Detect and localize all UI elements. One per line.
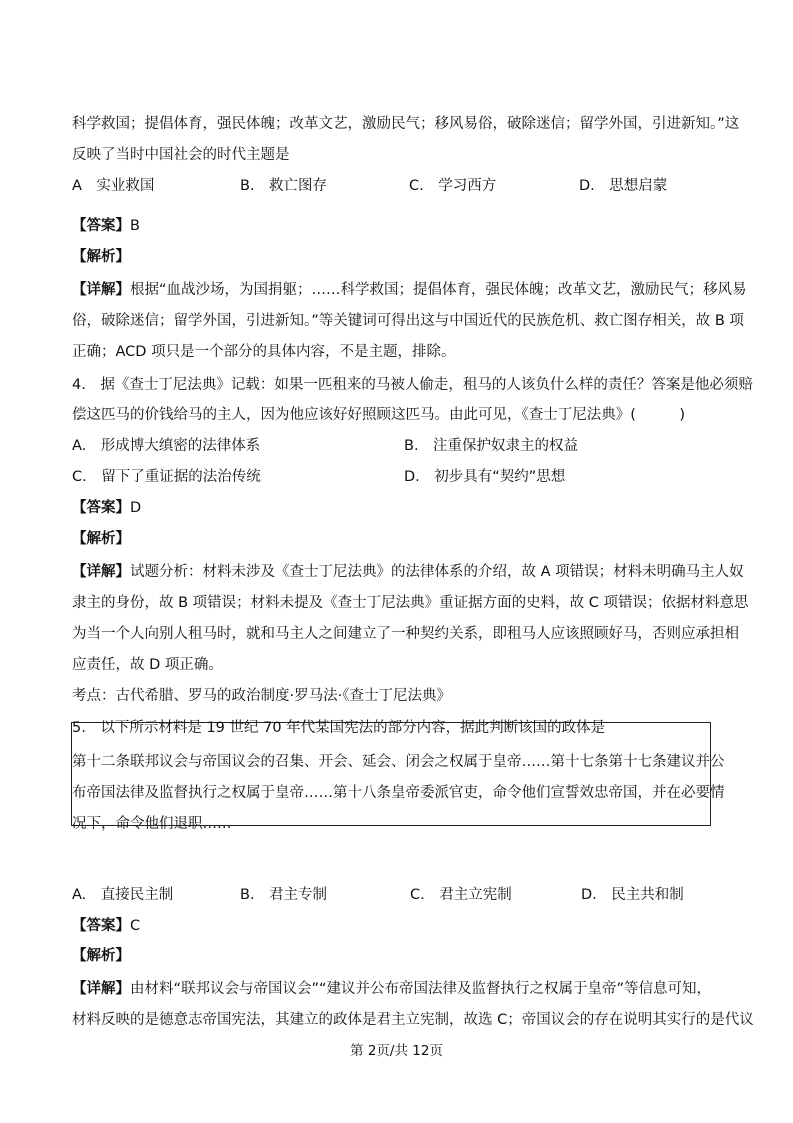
detail-tag: 【详解】: [72, 564, 130, 580]
detail-text: 由材料“联邦议会与帝国议会”“建议并公布帝国法律及监督执行之权属于皇帝”等信息可知，: [130, 981, 712, 997]
q4-option-b: B. 注重保护奴隶主的权益: [404, 438, 579, 454]
q5-option-b: B. 君主专制: [240, 887, 328, 903]
q5-material-line-3: 况下，命令他们退职……: [72, 816, 232, 832]
q3-analysis-tag: 【解析】: [72, 249, 130, 265]
q5-material-line-2: 布帝国法律及监督执行之权属于皇帝……第十八条皇帝委派官吏，命令他们宣誓效忠帝国，并在必要情: [72, 785, 725, 801]
page-footer: 第 2页/共 12页: [350, 1043, 443, 1059]
q3-detail-line-3: 正确；ACD 项只是一个部分的具体内容，不是主题，排除。: [72, 344, 456, 360]
q4-option-c: C. 留下了重证据的法治传统: [72, 469, 261, 485]
q5-stem: 5. 以下所示材料是 19 世纪 70 年代某国宪法的部分内容，据此判断该国的政体是: [72, 720, 606, 736]
q3-detail-line-1: [72, 280, 747, 300]
q4-option-a: A. 形成博大缜密的法律体系: [72, 438, 261, 454]
answer-value: D: [130, 500, 142, 516]
answer-tag: 【答案】: [72, 218, 130, 234]
q5-answer: [72, 916, 140, 936]
q3-option-c: C. 学习西方: [409, 178, 497, 194]
q4-kaodian: 考点：古代希腊、罗马的政治制度·罗马法·《查士丁尼法典》: [72, 688, 451, 704]
q4-stem-line-2: 偿这匹马的价钱给马的主人，因为他应该好好照顾这匹马。由此可见，《查士丁尼法典》( ): [72, 407, 686, 423]
q4-detail-line-1: [72, 562, 744, 582]
answer-tag: 【答案】: [72, 918, 130, 934]
q3-option-b: B. 救亡图存: [240, 178, 328, 194]
detail-text: 根据“血战沙场，为国捐躯；……科学救国；提倡体育，强民体魄；改革文艺，激励民气；移风易: [130, 282, 747, 298]
q5-option-a: A. 直接民主制: [72, 887, 174, 903]
q4-detail-line-2: 隶主的身份，故 B 项错误；材料未提及《查士丁尼法典》重证据方面的史料，故 C 项错误；依据材料意思: [72, 595, 749, 611]
q3-detail-line-2: 俗，破除迷信；留学外国，引进新知。”等关键词可得出这与中国近代的民族危机、救亡图存相关，故 B 项: [72, 313, 744, 329]
q4-analysis-tag: 【解析】: [72, 531, 130, 547]
detail-text: 试题分析：材料未涉及《查士丁尼法典》的法律体系的介绍，故 A 项错误；材料未明确马主人奴: [130, 564, 744, 580]
answer-tag: 【答案】: [72, 500, 130, 516]
q4-detail-line-3: 为当一个人向别人租马时，就和马主人之间建立了一种契约关系，即租马人应该照顾好马，否则应承担相: [72, 626, 739, 642]
q3-stem-line-1: 科学救国；提倡体育，强民体魄；改革文艺，激励民气；移风易俗，破除迷信；留学外国，引进新知。”这: [72, 116, 740, 132]
q5-option-c: C. 君主立宪制: [410, 887, 512, 903]
q4-detail-line-4: 应责任，故 D 项正确。: [72, 657, 223, 673]
q5-analysis-tag: 【解析】: [72, 948, 130, 964]
q3-stem-line-2: 反映了当时中国社会的时代主题是: [72, 147, 290, 163]
q3-option-a: A 实业救国: [72, 178, 155, 194]
q4-stem-line-1: 4. 据《查士丁尼法典》记载：如果一匹租来的马被人偷走，租马的人该负什么样的责任？答案是他必须赔: [72, 377, 753, 393]
detail-tag: 【详解】: [72, 981, 130, 997]
q5-detail-line-2: 材料反映的是德意志帝国宪法，其建立的政体是君主立宪制，故选 C；帝国议会的存在说明其实行的是代议: [72, 1012, 754, 1028]
q3-answer: [72, 216, 140, 236]
q5-option-d: D. 民主共和制: [581, 887, 684, 903]
detail-tag: 【详解】: [72, 282, 130, 298]
answer-value: B: [130, 218, 140, 234]
q5-material-line-1: 第十二条联邦议会与帝国议会的召集、开会、延会、闭会之权属于皇帝……第十七条第十七条建议并公: [72, 754, 725, 770]
answer-value: C: [130, 918, 141, 934]
q4-option-d: D. 初步具有“契约”思想: [404, 469, 566, 485]
q4-answer: [72, 498, 141, 518]
q3-option-d: D. 思想启蒙: [579, 178, 668, 194]
q5-detail-line-1: [72, 979, 711, 999]
